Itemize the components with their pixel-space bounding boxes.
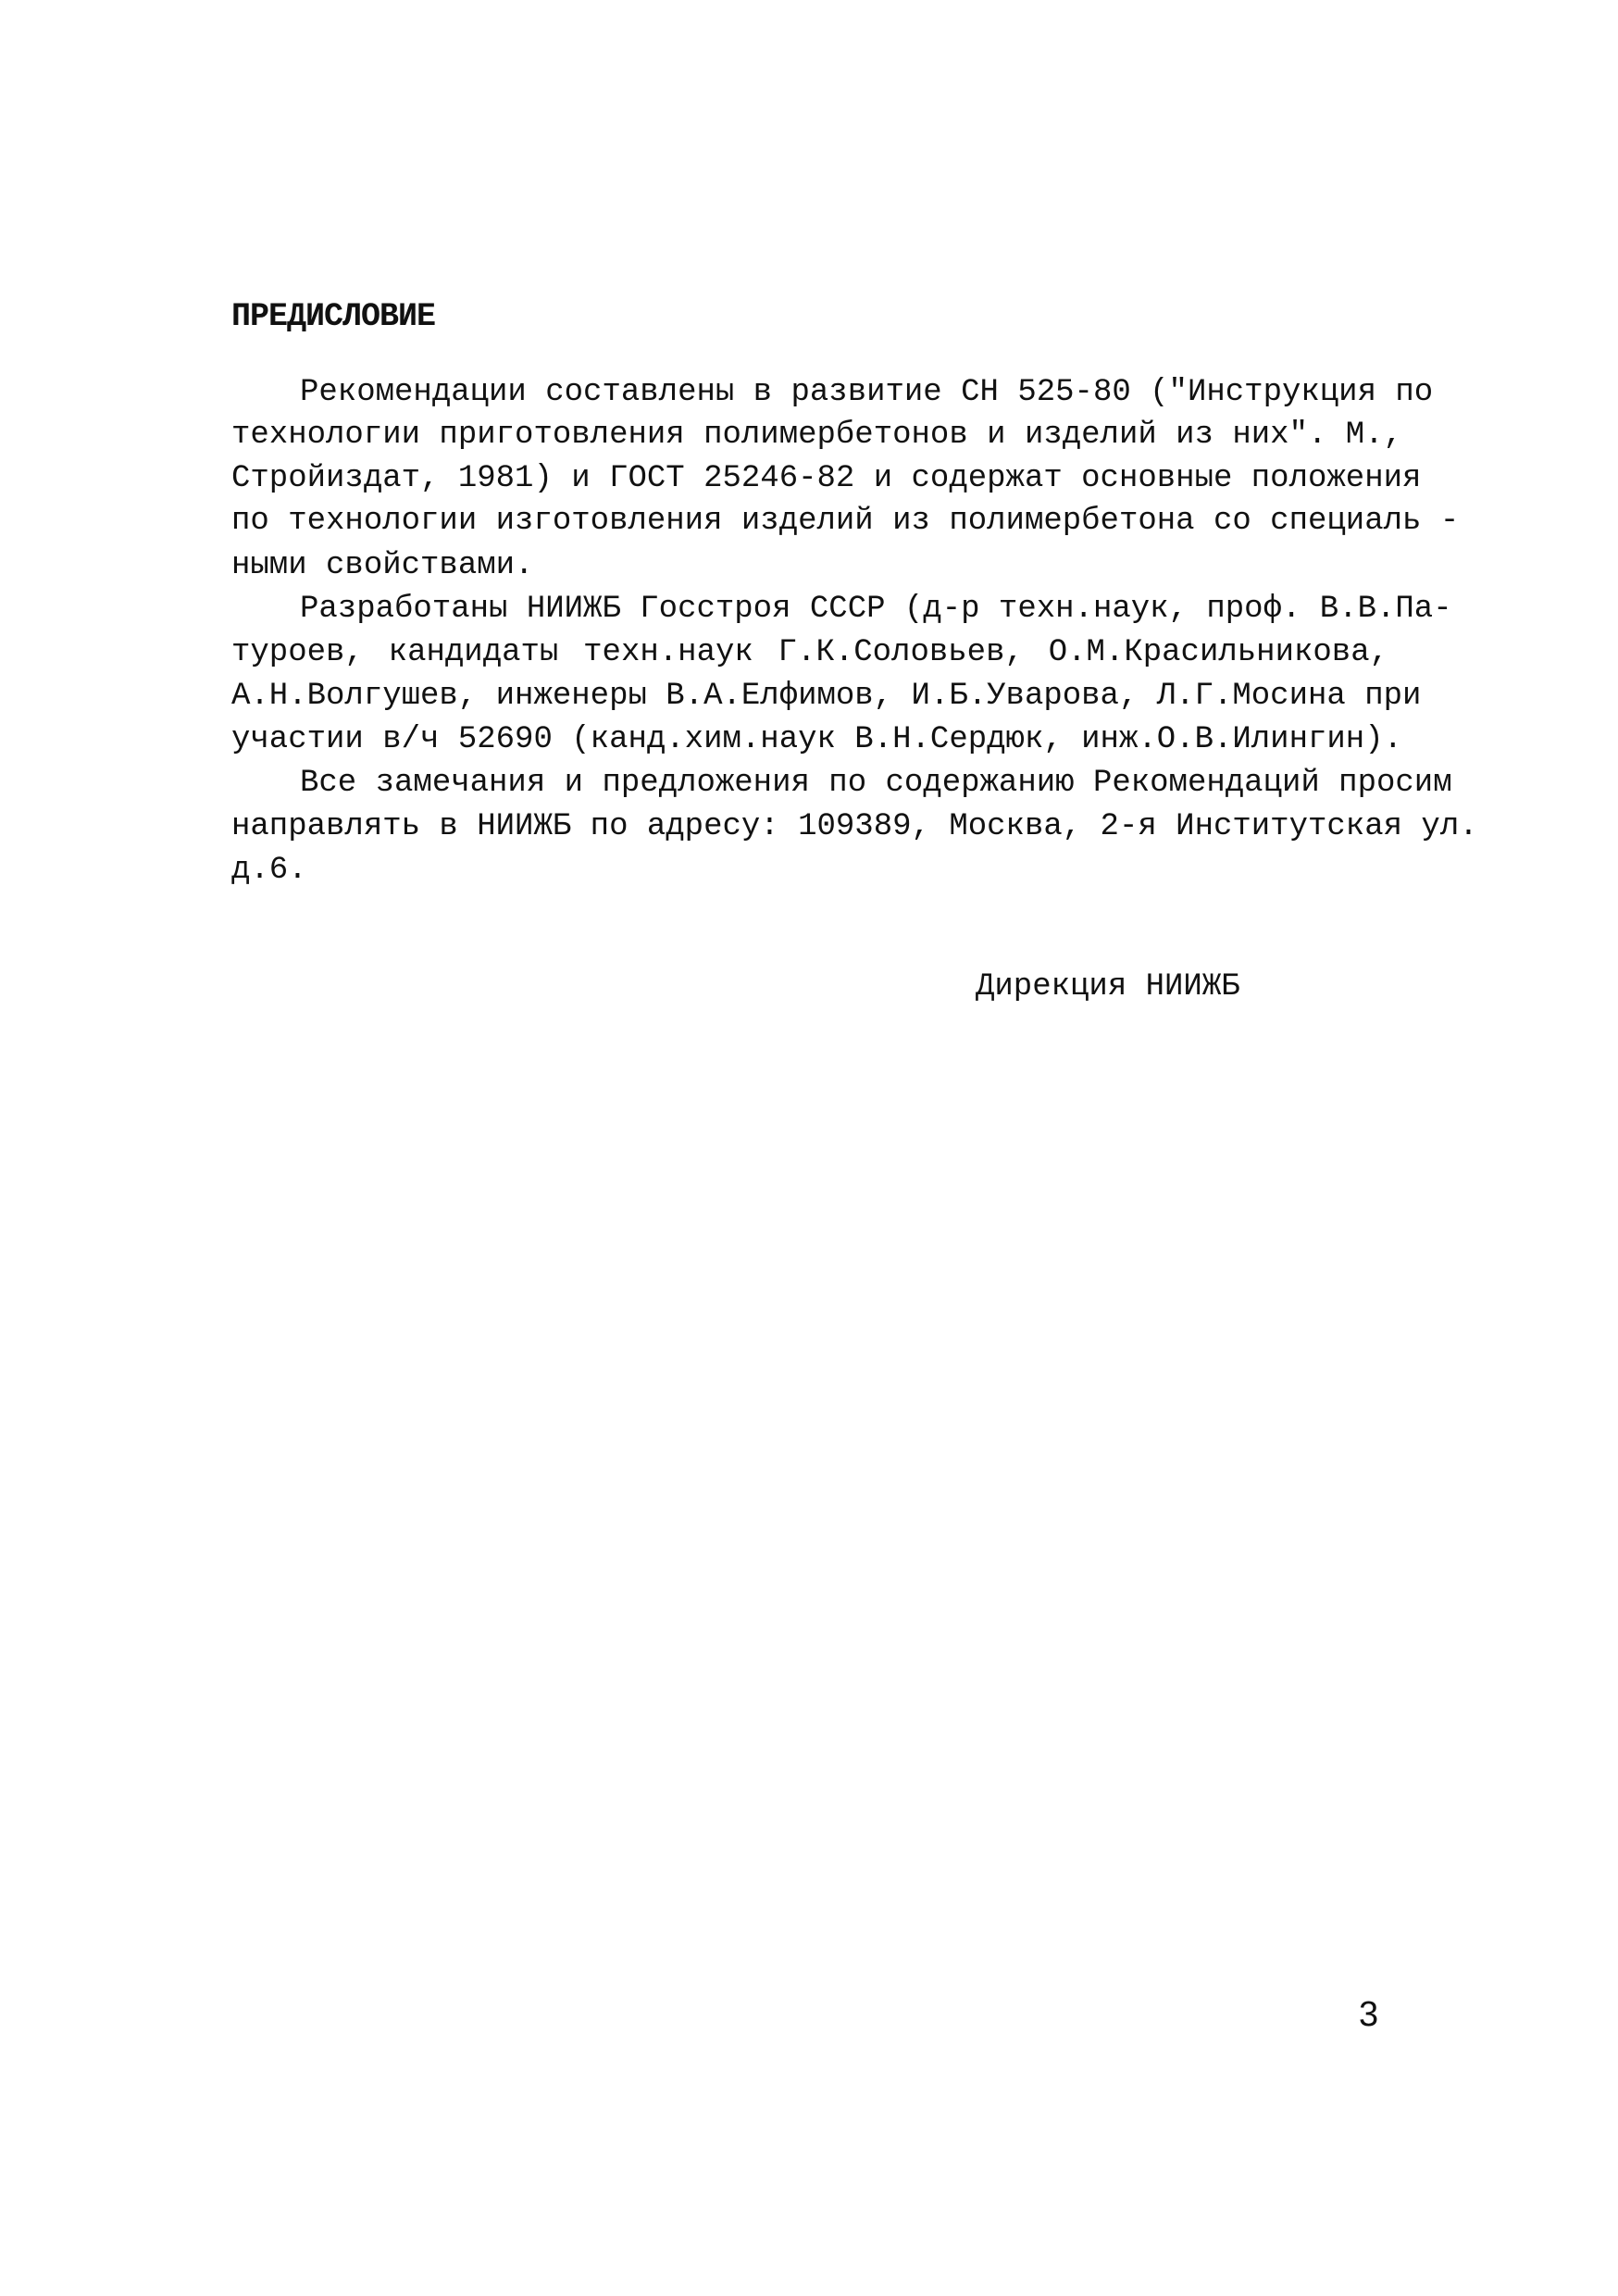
page-title: ПРЕДИСЛОВИЕ	[231, 298, 436, 335]
page-number: 3	[1359, 1995, 1379, 2034]
paragraph-1-line-3: Стройиздат, 1981) и ГОСТ 25246-82 и содержат основные положения	[231, 461, 1422, 496]
paragraph-2-line-1: Разработаны НИИЖБ Госстроя СССР (д-р техн.наук, проф. В.В.Па-	[300, 592, 1452, 627]
paragraph-2-line-4: участии в/ч 52690 (канд.хим.наук В.Н.Сердюк, инж.О.В.Илингин).	[231, 722, 1403, 757]
paragraph-1-line-5: ными свойствами.	[231, 548, 534, 583]
paragraph-1-line-4: по технологии изготовления изделий из полимербетона со специаль -	[231, 504, 1460, 539]
paragraph-3-line-3: д.6.	[231, 853, 307, 888]
paragraph-3-line-1: Все замечания и предложения по содержанию Рекомендаций просим	[300, 766, 1452, 801]
paragraph-1-line-1: Рекомендации составлены в развитие СН 525-80 ("Инструкция по	[300, 375, 1434, 410]
paragraph-1-line-2: технологии приготовления полимербетонов и изделий из них". М.,	[231, 418, 1403, 453]
signature: Дирекция НИИЖБ	[976, 969, 1240, 1004]
paragraph-2-line-3: А.Н.Волгушев, инженеры В.А.Елфимов, И.Б.Уварова, Л.Г.Мосина при	[231, 679, 1422, 714]
paragraph-2-line-2: туроев, кандидаты техн.наук Г.К.Соловьев, О.М.Красильникова,	[231, 635, 1388, 670]
paragraph-3-line-2: направлять в НИИЖБ по адресу: 109389, Москва, 2-я Институтская ул.	[231, 809, 1478, 844]
